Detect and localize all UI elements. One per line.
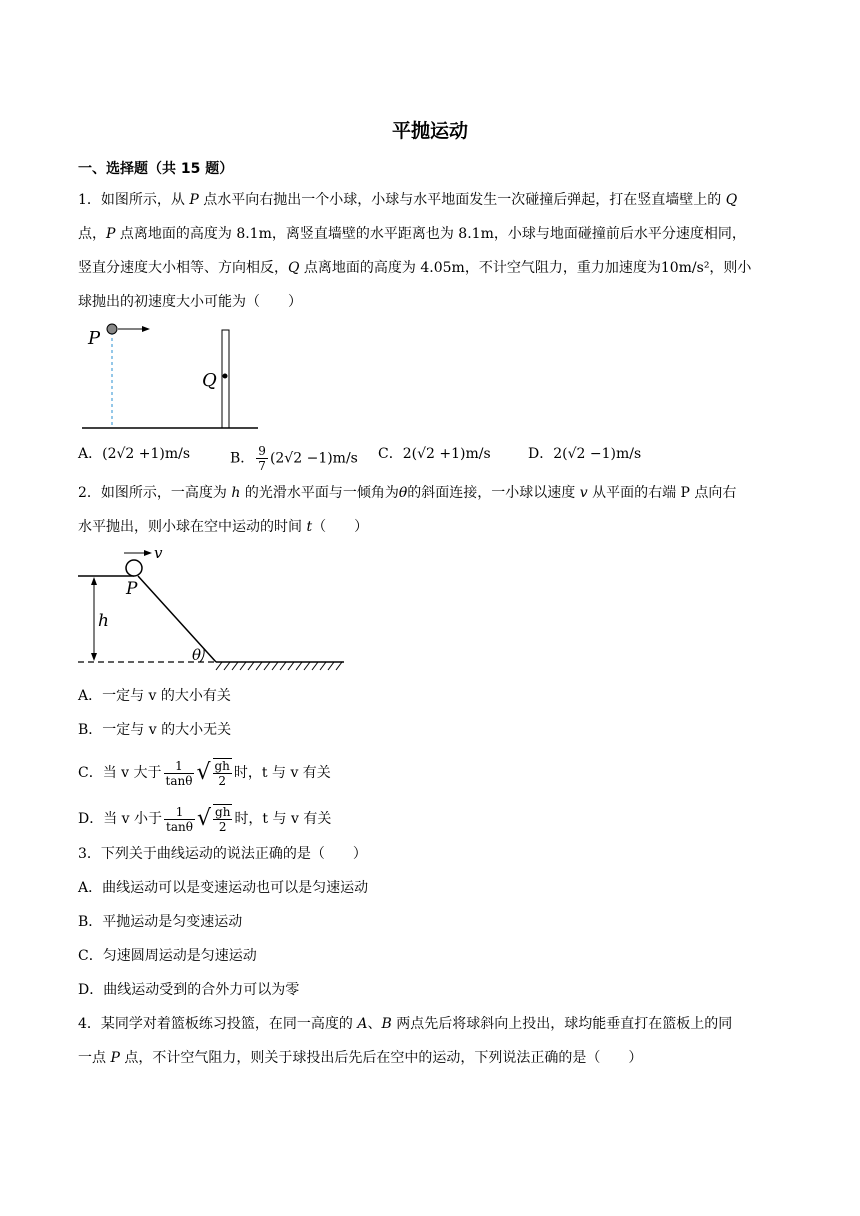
q3-option-d: D．曲线运动受到的合外力可以为零: [78, 982, 300, 998]
q4-line-1: 4．某同学对着篮板练习投篮，在同一高度的 A、B 两点先后将球斜向上投出，球均能垂直打在篮板上的同: [78, 1016, 733, 1032]
q3-option-a: A．曲线运动可以是变速运动也可以是匀速运动: [78, 880, 369, 896]
q2-option-c: C．当 v 大于 $\frac{1}{\tan\theta}$ √ $\frac{gh}{2}$ 时，t 与 v 有关: [78, 758, 331, 788]
q2-line-2: 水平抛出，则小球在空中运动的时间 t（ ）: [78, 519, 369, 535]
q3-option-c: C．匀速圆周运动是匀速运动: [78, 948, 257, 964]
q4-line-2: 一点 P 点，不计空气阻力，则关于球投出后先后在空中的运动，下列说法正确的是（ ）: [78, 1050, 643, 1066]
page-title: 平抛运动: [391, 120, 468, 142]
q1-line-2: 点，P 点离地面的高度为 8.1m，离竖直墙壁的水平距离也为 8.1m，小球与地面碰撞前后水平分速度相同，: [78, 226, 746, 242]
q1-option-b: B． $\frac{9}{7}$ (2√2 −1)m/s: [230, 444, 358, 473]
fig-label-theta: θ: [192, 646, 202, 664]
fig-label-p: P: [88, 328, 101, 349]
q1-option-c: C．2(√2 +1)m/s: [378, 446, 491, 462]
q2-figure: [76, 544, 348, 672]
q2-option-d: D．当 v 小于 $\frac{1}{\tan\theta}$ √ $\frac{gh}{2}$ 时，t 与 v 有关: [78, 804, 332, 834]
q2-option-a: A．一定与 v 的大小有关: [78, 688, 231, 704]
fig-label-v: v: [154, 544, 163, 562]
q2-option-b: B．一定与 v 的大小无关: [78, 722, 232, 738]
q1-figure: [80, 318, 270, 434]
q2-line-1: 2．如图所示，一高度为 h 的光滑水平面与一倾角为θ的斜面连接，一小球以速度 v 从平面的右端 P 点向右: [78, 485, 737, 501]
q1-line-4: 球抛出的初速度大小可能为（ ）: [78, 294, 302, 310]
fig-label-p2: P: [126, 579, 138, 599]
fig-label-h: h: [98, 611, 109, 631]
fig-label-q: Q: [202, 370, 217, 391]
q3-stem: 3．下列关于曲线运动的说法正确的是（ ）: [78, 846, 367, 862]
q1-option-d: D．2(√2 −1)m/s: [528, 446, 642, 462]
q1-line-1: 1．如图所示，从 P 点水平向右抛出一个小球，小球与水平地面发生一次碰撞后弹起，打在竖直墙壁上的 Q: [78, 192, 738, 208]
section-heading: 一、选择题（共 15 题）: [78, 161, 234, 177]
q1-option-a: A．(2√2 +1)m/s: [78, 446, 191, 462]
q1-line-3: 竖直分速度大小相等、方向相反，Q 点离地面的高度为 4.05m，不计空气阻力，重力加速度为10m/s²，则小: [78, 260, 752, 276]
q3-option-b: B．平抛运动是匀变速运动: [78, 914, 243, 930]
